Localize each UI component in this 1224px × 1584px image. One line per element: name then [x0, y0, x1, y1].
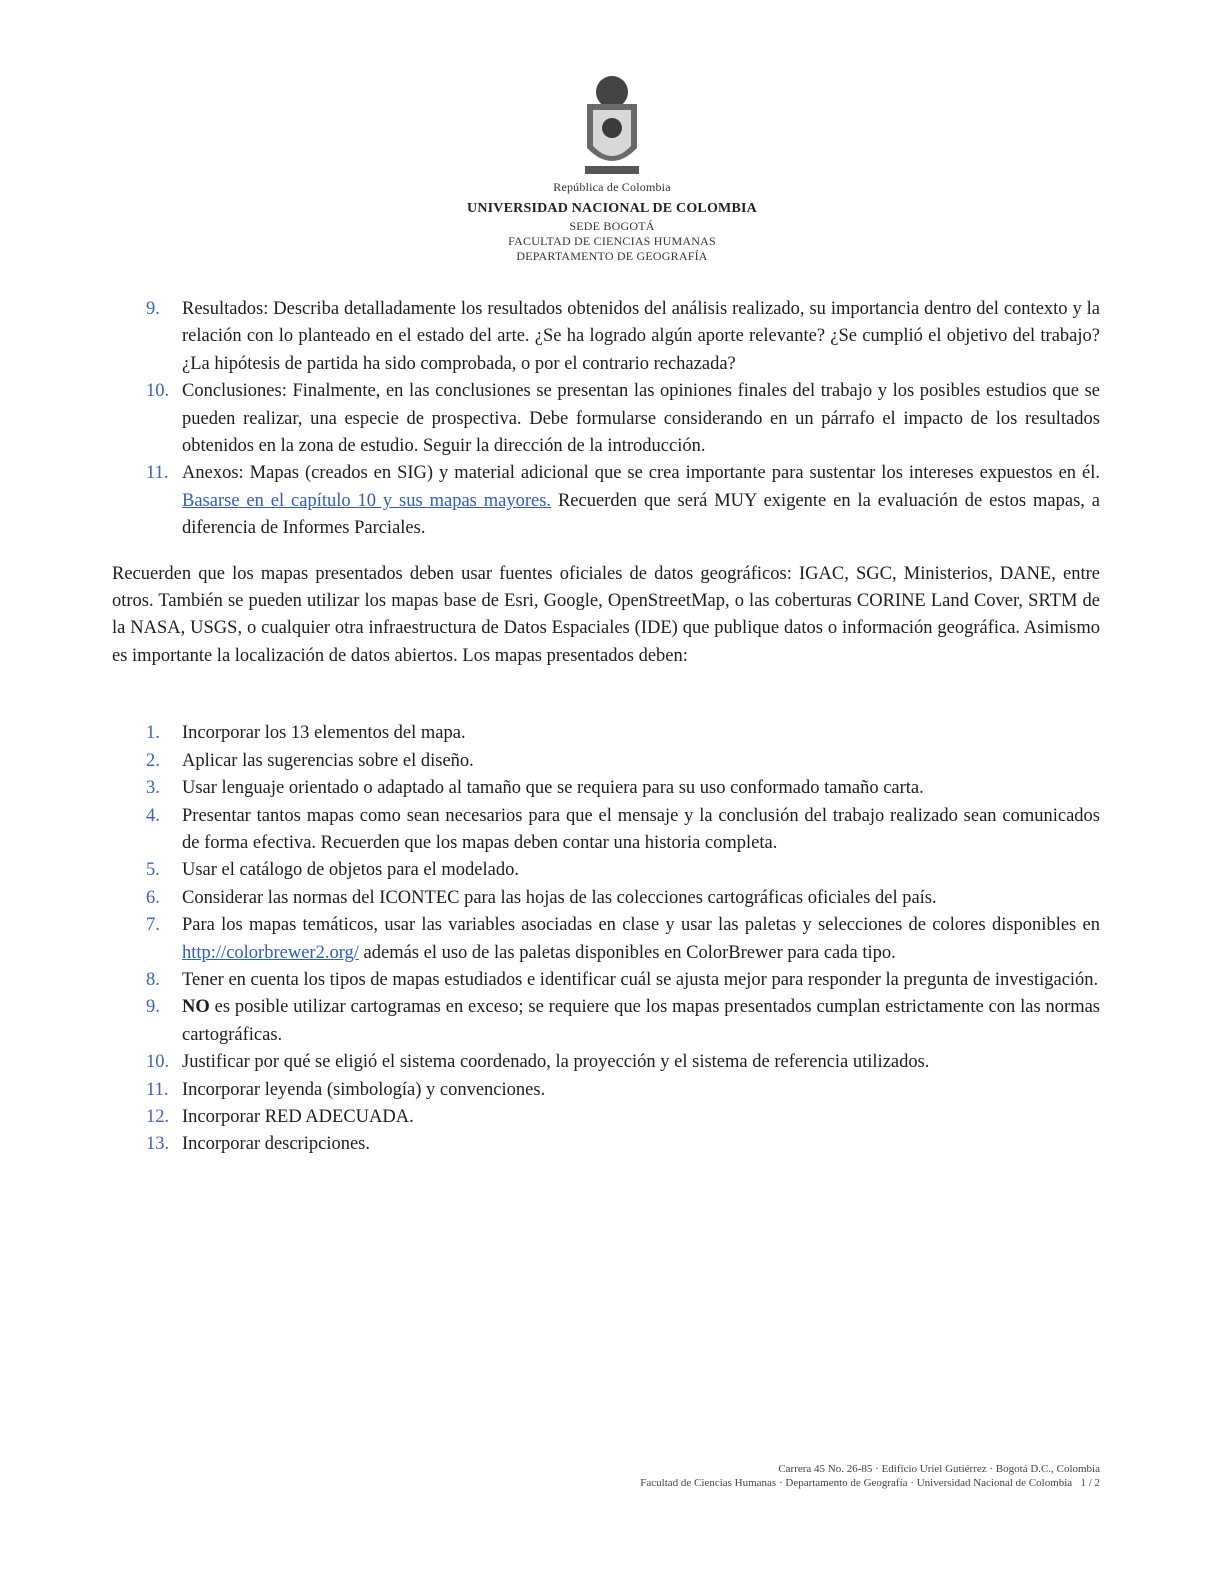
faculty-name: FACULTAD DE CIENCIAS HUMANAS	[508, 234, 716, 248]
item-label: Resultados:	[182, 299, 269, 319]
list-number: 4.	[146, 805, 160, 826]
country-name: República de Colombia	[553, 180, 671, 194]
item-text: Usar el catálogo de objetos para el modelado.	[182, 860, 519, 881]
list-item	[112, 296, 1100, 378]
item-text: Incorporar RED ADECUADA.	[182, 1106, 414, 1127]
item-text: Usar lenguaje orientado o adaptado al tamaño que se requiera para su uso conformado tamaño carta.	[182, 778, 924, 799]
item-text: Aplicar las sugerencias sobre el diseño.	[182, 750, 474, 771]
list-item	[112, 1104, 1100, 1131]
item-text: Incorporar leyenda (simbología) y convenciones.	[182, 1079, 546, 1100]
list-item	[112, 803, 1100, 858]
university-name: UNIVERSIDAD NACIONAL DE COLOMBIA	[467, 201, 757, 216]
list-number: 6.	[146, 887, 160, 908]
list-item	[112, 1077, 1100, 1104]
list-item	[112, 720, 1100, 747]
university-seal-icon	[567, 70, 657, 180]
list-item	[112, 857, 1100, 884]
colorbrewer-link[interactable]: http://colorbrewer2.org/	[182, 942, 359, 963]
list-item	[112, 1131, 1100, 1158]
list-number: 11.	[146, 1079, 169, 1100]
item-text: Justificar por qué se eligió el sistema coordenado, la proyección y el sistema de referencia utilizados.	[182, 1052, 930, 1073]
item-text-after: además el uso de las paletas disponibles en ColorBrewer para cada tipo.	[363, 942, 896, 963]
list-number: 5.	[146, 860, 160, 881]
item-text: Tener en cuenta los tipos de mapas estudiados e identificar cuál se ajusta mejor para responder la pregunta de investigación.	[182, 969, 1099, 990]
item-text: Finalmente, en las conclusiones se presentan las opiniones finales del trabajo y los posibles estudios que se pueden realizar, una especie de prospectiva. Debe formularse considerando en un párrafo el impacto de los resultados obtenidos en la zona de estudio. Seguir la dirección de la introducción.	[182, 381, 1101, 457]
list-number: 7.	[146, 915, 160, 936]
footer-institution-text: Facultad de Ciencias Humanas · Departamento de Geografía · Universidad Nacional de Colombia	[640, 1477, 1073, 1489]
list-number: 10.	[146, 1052, 170, 1073]
department-name: DEPARTAMENTO DE GEOGRAFÍA	[516, 249, 708, 263]
list-item	[112, 967, 1100, 994]
list-item	[112, 460, 1100, 542]
list-item	[112, 775, 1100, 802]
page-footer	[112, 1462, 1100, 1490]
list-number: 12.	[146, 1106, 170, 1127]
item-text: Mapas (creados en SIG) y material adicional que se crea importante para sustentar los intereses expuestos en él.	[249, 463, 1100, 484]
letterhead	[0, 70, 1224, 264]
list-number: 13.	[146, 1134, 170, 1155]
list-number: 3.	[146, 778, 160, 799]
list-item	[112, 885, 1100, 912]
list-number: 2.	[146, 750, 160, 771]
item-text: Incorporar descripciones.	[182, 1134, 370, 1155]
body-paragraph: Recuerden que los mapas presentados deben usar fuentes oficiales de datos geográficos: IGAC, SGC, Ministerios, DANE, entre otros. También se pueden utilizar los mapas base de Esri, Google, OpenStreetMap, o las coberturas CORINE Land Cover, SRTM de la NASA, USGS, o cualquier otra infraestructura de Datos Espaciales (IDE) que publique datos o información geográfica. Asimismo es importante la localización de datos abiertos. Los mapas presentados deben:	[112, 563, 1100, 666]
list-number: 1.	[146, 723, 160, 744]
list-item	[112, 1049, 1100, 1076]
chapter-link[interactable]: Basarse en el capítulo 10 y sus mapas mayores.	[182, 490, 552, 511]
list-item	[112, 994, 1100, 1049]
list-item	[112, 378, 1100, 460]
item-text: Para los mapas temáticos, usar las variables asociadas en clase y usar las paletas y selecciones de colores disponibles en	[182, 915, 1100, 936]
document-body	[112, 296, 1100, 1159]
item-text: Presentar tantos mapas como sean necesarios para que el mensaje y la conclusión del trabajo realizado sean comunicados de forma efectiva. Recuerden que los mapas deben contar una historia completa.	[182, 805, 1100, 853]
sections-list	[112, 296, 1100, 543]
item-text: Considerar las normas del ICONTEC para las hojas de las colecciones cartográficas oficiales del país.	[182, 887, 937, 908]
list-number: 8.	[146, 969, 160, 990]
list-item	[112, 912, 1100, 967]
footer-institution	[112, 1476, 1100, 1490]
item-label: Conclusiones:	[182, 381, 287, 402]
list-number: 9.	[146, 299, 160, 319]
list-number: 10.	[146, 381, 170, 402]
list-number: 9.	[146, 997, 160, 1018]
item-label: Anexos:	[182, 463, 244, 484]
item-text: es posible utilizar cartogramas en exceso; se requiere que los mapas presentados cumplan estrictamente con las normas cartográficas.	[182, 997, 1101, 1045]
map-requirements-list	[112, 720, 1100, 1159]
item-text: Incorporar los 13 elementos del mapa.	[182, 723, 466, 744]
item-text-after: Recuerden que será MUY exigente en la evaluación de estos mapas, a diferencia de Informes Parciales.	[182, 490, 1101, 539]
emphasis-text: NO	[182, 997, 210, 1018]
item-text: Describa detalladamente los resultados obtenidos del análisis realizado, su importancia dentro del contexto y la relación con lo planteado en el estado del arte. ¿Se ha logrado algún aporte relevante? ¿Se cumplió el objetivo del trabajo? ¿La hipótesis de partida ha sido comprobada, o por el contrario rechazada?	[182, 299, 1100, 374]
campus-name: SEDE BOGOTÁ	[569, 219, 655, 233]
footer-address: Carrera 45 No. 26-85 · Edificio Uriel Gutiérrez · Bogotá D.C., Colombia	[778, 1463, 1100, 1475]
list-number: 11.	[146, 463, 169, 484]
page-number: 1 / 2	[1080, 1477, 1100, 1489]
list-item	[112, 748, 1100, 775]
